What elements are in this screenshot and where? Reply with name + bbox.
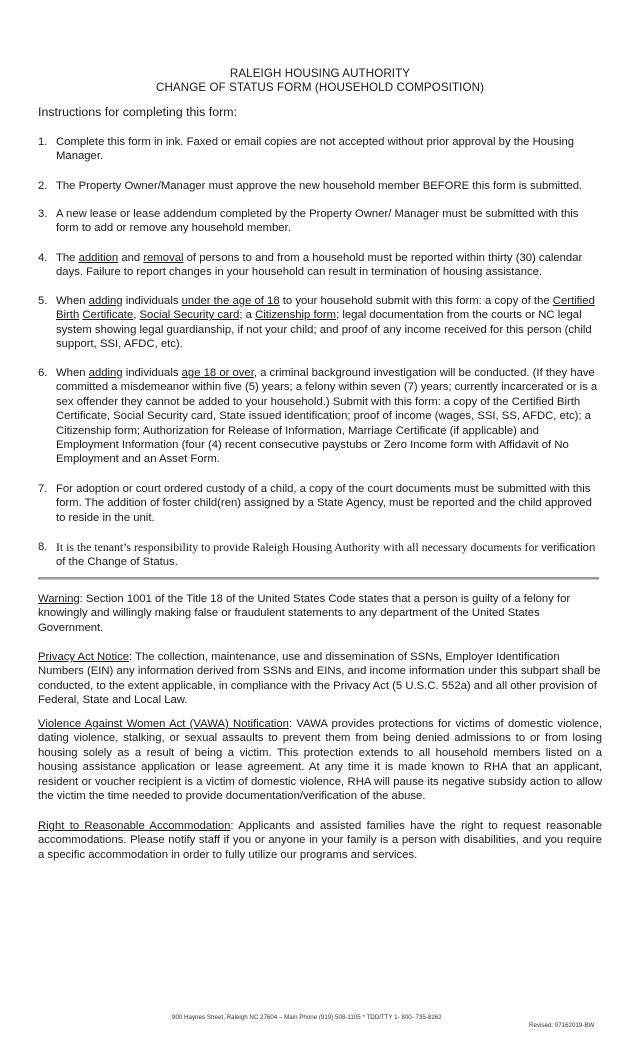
underlined-term: adding (88, 367, 123, 379)
underlined-term: Social Security card (139, 309, 240, 322)
underlined-term: Certificate (82, 309, 134, 322)
instruction-item-6 (38, 366, 598, 467)
document-header (0, 67, 640, 95)
notice-body: Section 1001 of the Title 18 of the United States Code states that a person is guilty of a felony for knowingly and willingly making false or fraudulent statements to any department of the United States Government. (38, 593, 571, 634)
item-text: When adding individuals under the age of 18 to your household submit with this form: a copy of the Certified Birth Certificate, Social Security card; a Citizenship form; legal documentation from the courts or NC legal system showing legal guardianship, if not your child; and proof of any income received for this person (child support, SSI, AFDC, etc). (56, 295, 595, 351)
item-text: The Property Owner/Manager must approve the new household member BEFORE this form is submitted. (56, 180, 583, 192)
item-number: 6. (38, 367, 48, 379)
item-number: 3. (38, 208, 48, 220)
warning-notice: Warning: Section 1001 of the Title 18 of the United States Code states that a person is guilty of a felony for knowingly and willingly making false or fraudulent statements to any department of the United States Government. (38, 593, 571, 634)
item-number: 2. (38, 180, 48, 192)
item-number: 8. (38, 541, 48, 553)
item-number: 5. (38, 295, 48, 307)
instruction-item-8 (38, 540, 598, 570)
vawa-notice: Violence Against Women Act (VAWA) Notification: VAWA provides protections for victims of domestic violence, dating violence, stalking, or sexual assaults to prevent them from being denied admissions to or from losing housing solely as a result of being a victim. This protection extends to all household members listed on a housing assistance application or lease agreement. At any time it is made known to RHA that an applicant, resident or voucher recipient is a victim of domestic violence, RHA will pause its negative subsidy action to allow the victim the time needed to provide documentation/verification of the abuse. (38, 718, 603, 803)
underlined-term: adding (88, 295, 123, 307)
section-divider (38, 577, 599, 580)
footer-address: 900 Haynes Street, Raleigh NC 27604 – Main Phone (919) 508-1105 * TDD/TTY 1- 800- 735-8262 (172, 1014, 442, 1021)
underlined-term: removal (143, 252, 184, 264)
item-text: For adoption or court ordered custody of a child, a copy of the court documents must be submitted with this form. The addition of foster child(ren) assigned by a State Agency, must be reported and the child approved to reside in the unit. (56, 483, 592, 524)
form-title: CHANGE OF STATUS FORM (HOUSEHOLD COMPOSITION) (155, 81, 485, 94)
item-text: When adding individuals age 18 or over, a criminal background investigation will be conducted. (If they have committed a misdemeanor within five (5) years; a felony within seven (7) years; currently incarcerated or is a sex offender they cannot be added to your household.) Submit with this form: a copy of the Certified Birth Certificate, Social Security card, State issued identification; proof of income (wages, SSI, SS, AFDC, etc); a Citizenship form; Authorization for Release of Information, Marriage Certificate (if applicable) and Employment Information (four (4) recent consecutive paystubs or Zero Income form with Affidavit of No Employment and an Asset Form. (56, 367, 598, 466)
notice-body: The collection, maintenance, use and dissemination of SSNs, Employer Identification Numbers (EIN) any information derived from SSNs and EINs, and income information under this subpart shall be conducted, to the extent applicable, in compliance with the Privacy Act (5 U.S.C. 552a) and all other provision of Federal, State and Local Law. (38, 651, 601, 707)
item-number: 4. (38, 252, 48, 264)
item-text: A new lease or lease addendum completed by the Property Owner/ Manager must be submitted with this form to add or remove any household member. (56, 208, 579, 235)
item-number: 7. (38, 483, 48, 495)
notice-heading: Violence Against Women Act (VAWA) Notification (38, 718, 289, 730)
revision-label: Revised: 07162019-BW (529, 1022, 595, 1029)
underlined-term: Certified Birth (56, 295, 595, 322)
underlined-term: addition (78, 252, 119, 264)
underlined-term: Citizenship form (255, 309, 337, 322)
instruction-item-2 (38, 179, 598, 193)
notice-heading: Warning (38, 593, 80, 605)
organization-name: RALEIGH HOUSING AUTHORITY (229, 67, 411, 80)
instruction-item-4 (38, 251, 598, 280)
notice-heading: Privacy Act Notice (38, 651, 130, 663)
item-text: Complete this form in ink. Faxed or email copies are not accepted without prior approval by the Housing Manager. (56, 136, 575, 163)
instruction-item-1 (38, 135, 598, 164)
instruction-item-5 (38, 294, 598, 352)
privacy-act-notice: Privacy Act Notice: The collection, maintenance, use and dissemination of SSNs, Employer Identification Numbers (EIN) any information derived from SSNs and EINs, and income information under this subpart shall be conducted, to the extent applicable, in compliance with the Privacy Act (5 U.S.C. 552a) and all other provision of Federal, State and Local Law. (38, 651, 601, 707)
item-number: 1. (38, 136, 48, 148)
item-text: The addition and removal of persons to and from a household must be reported within thirty (30) calendar days. Failure to report changes in your household can result in termination of housing assistance. (56, 252, 583, 279)
reasonable-accommodation-notice: Right to Reasonable Accommodation: Applicants and assisted families have the right to request reasonable accommodations. Please notify staff if you or anyone in your family is a person with disabilities, and you require a specific accommodation in order to fully utilize our programs and services. (38, 820, 602, 861)
instruction-item-7 (38, 482, 598, 525)
underlined-term: age 18 or over (181, 367, 254, 379)
item-text: It is the tenant’s responsibility to provide Raleigh Housing Authority with all necessary documents for verification of the Change of Status. (56, 540, 596, 569)
notice-body: VAWA provides protections for victims of domestic violence, dating violence, stalking, or sexual assaults to prevent them from being denied admissions to or from losing housing solely as a result of being a victim. This protection extends to all household members listed on a housing assistance application or lease agreement. At any time it is made known to RHA that an applicant, resident or voucher recipient is a victim of domestic violence, RHA will pause its negative subsidy action to allow the victim the time needed to provide documentation/verification of the abuse. (38, 718, 603, 803)
instructions-title: Instructions for completing this form: (38, 105, 238, 119)
notice-heading: Right to Reasonable Accommodation (38, 820, 231, 832)
instruction-item-3 (38, 207, 598, 236)
notice-body: Applicants and assisted families have the right to request reasonable accommodations. Please notify staff if you or anyone in your family is a person with disabilities, and you require a specific accommodation in order to fully utilize our programs and services. (38, 820, 602, 861)
underlined-term: under the age of 18 (181, 295, 280, 307)
